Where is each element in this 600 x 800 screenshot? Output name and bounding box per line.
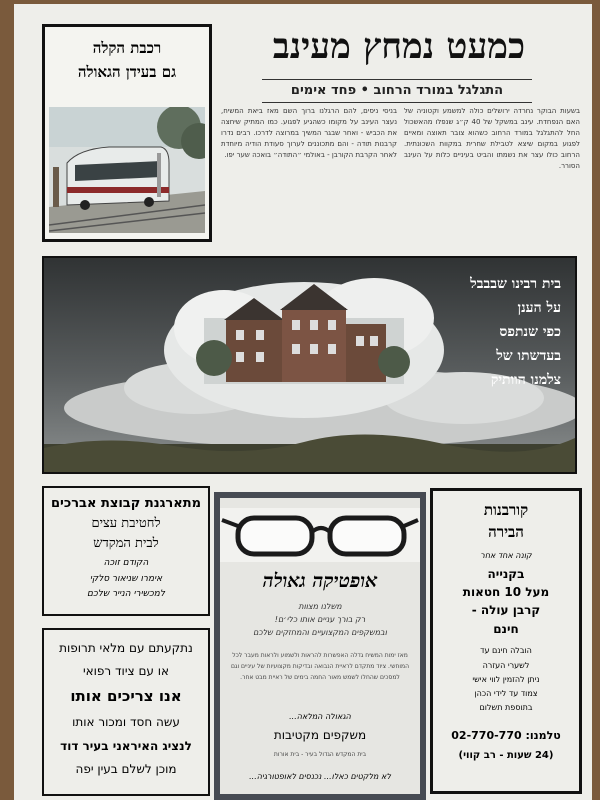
korbanot-line-5: מעל 10 חטאות	[462, 585, 550, 599]
optics-sub-5: משקפים מקטיבות	[273, 728, 367, 742]
optics-footer-1: בית המקדש הגדול בעיר - בית אורות	[273, 751, 367, 758]
wood-ad-line-1: מתארגנת קבוצת אברכים	[50, 496, 201, 511]
wood-ad-line-6: למכשירי הנייר שלכם	[86, 589, 165, 599]
korbanot-line-9: לשערי העזרה	[482, 661, 530, 670]
banner-line-4: בעדשתו של	[496, 348, 561, 364]
korbanot-ad	[430, 488, 582, 794]
wood-ad-line-4: הקודם זוכה	[103, 558, 149, 568]
light-rail-title: רכבת הקלה	[92, 39, 162, 57]
glasses-icon	[220, 504, 420, 564]
korbanot-line-6: קרבן עולה -	[471, 603, 541, 617]
story-column-1: בשעות הבוקר נחרדה ירושלים כולה למשמע וקטוניה של האם הנפחדת. עינב במשקל של 40 ק״ג שנפלו מהאשכול החל להתגלגל במורד הרחוב כשהוא צובר תאוצה ומאיים לפגוע במקום שיצא לטבילת שחרית במקוות השכונתית. הרחוב כולו עצר את נשמתו והביט בעיניים כלות על העינב הסורר.	[404, 107, 580, 170]
temple-cloud-banner	[42, 256, 577, 474]
korbanot-phone: טלמנו: 02-770-770	[451, 729, 561, 742]
medical-ad-line-5: לנציג האיראני בעיר דוד	[60, 739, 192, 753]
optics-body: מאז ימות המשיח גדלה האפשרות להראות ולשמוע ולראות מעבר לכל המוחשי. ציוד מתקדם לראיית הנבואה ובדיקות מקצועיות של עיניים וגם למסכים שהחלו לשמש מאור החמה בימים של ראיית מבט אחר.	[230, 652, 410, 681]
optics-sub-1: משלנו מצוות	[298, 602, 342, 611]
optics-title: אופטיקה גאולה	[262, 570, 378, 592]
korbanot-line-10: ניתן להזמין לווי אישי	[472, 675, 540, 684]
korbanot-line-7: חינם	[493, 622, 519, 636]
medical-ad-line-3: אנו צריכים אותו	[70, 687, 182, 705]
optics-sub-2: רק בורך עניים אותו כלי׳ם!	[274, 615, 366, 624]
medical-ad-line-4: עשה חסד ומכור אותו	[72, 715, 180, 729]
banner-line-5: צלמנו הוותיק	[490, 372, 561, 388]
banner-line-2: על הענן	[517, 300, 561, 316]
optics-sub-3: ובמשקפים המקצועיים והמחזקים שלכם	[253, 628, 387, 637]
wood-ad-line-5: אימרו שניאור סלקי	[89, 574, 163, 584]
optics-ad	[214, 492, 426, 800]
korbanot-line-11: צמוד עד לידי הכהן	[474, 689, 538, 698]
medical-ad-line-1: נתקעתם עם מלאי תרופות	[59, 641, 193, 655]
light-rail-subtitle: גם בעידן הגאולה	[77, 63, 177, 81]
optics-subtitle-block	[226, 600, 414, 639]
light-rail-photo	[49, 107, 205, 233]
korbanot-hours: (24 שעות - רב קווי)	[458, 750, 554, 761]
korbanot-line-4: בקנייה	[487, 567, 525, 581]
korbanot-line-2: הבירה	[488, 523, 524, 541]
medical-supplies-ad	[42, 628, 210, 796]
sub-headline: התגלגל במורד הרחוב • פחד אימים	[262, 79, 532, 103]
korbanot-line-3: קונה אחד אחר	[480, 551, 532, 560]
banner-line-3: כפי שנתפס	[499, 324, 561, 340]
light-rail-ad	[42, 24, 212, 242]
banner-line-1: בית רבינו שבבבל	[470, 276, 561, 292]
wood-ad-line-3: לבית המקדש	[93, 536, 159, 551]
wood-ad-line-2: לחטיבת עצים	[91, 516, 161, 531]
korbanot-line-1: קורבנות	[483, 501, 529, 519]
banner-caption	[411, 272, 561, 392]
korbanot-line-12: בתוספת תשלום	[479, 703, 533, 712]
wood-ad	[42, 486, 210, 616]
korbanot-line-8: הובלה חינם עד	[480, 646, 532, 655]
medical-ad-line-2: או עם ציוד רפואי	[82, 664, 170, 678]
optics-footer-2: לא מלקטים כאלו... נכנסים לאופטורגיה...	[249, 772, 391, 781]
main-headline: כמעט נמחץ מעינב	[272, 26, 526, 67]
medical-ad-line-6: מוכן לשלם בעין יפה	[75, 762, 177, 776]
story-column-2: בניסי ניסים, להם הרגלנו ברוך השם מאז ביאת המשיח, נעצר העינב על מקומו כשהגיע לפגוע. כמו המתיק שיחצה את הכביש - ואחר שבגר המשיך במרוצה לדרכו. רבים נדרו קרבנות תודה - והם מתכוננים לערוך סעודת הודיה מיוחדת לאחר הקרבת הקורבן - באולמי ״התודה״ בואכה שער יפו.	[221, 107, 397, 159]
optics-sub-4: הגאולה המלאה...	[289, 712, 351, 721]
newspaper-page	[14, 4, 592, 800]
